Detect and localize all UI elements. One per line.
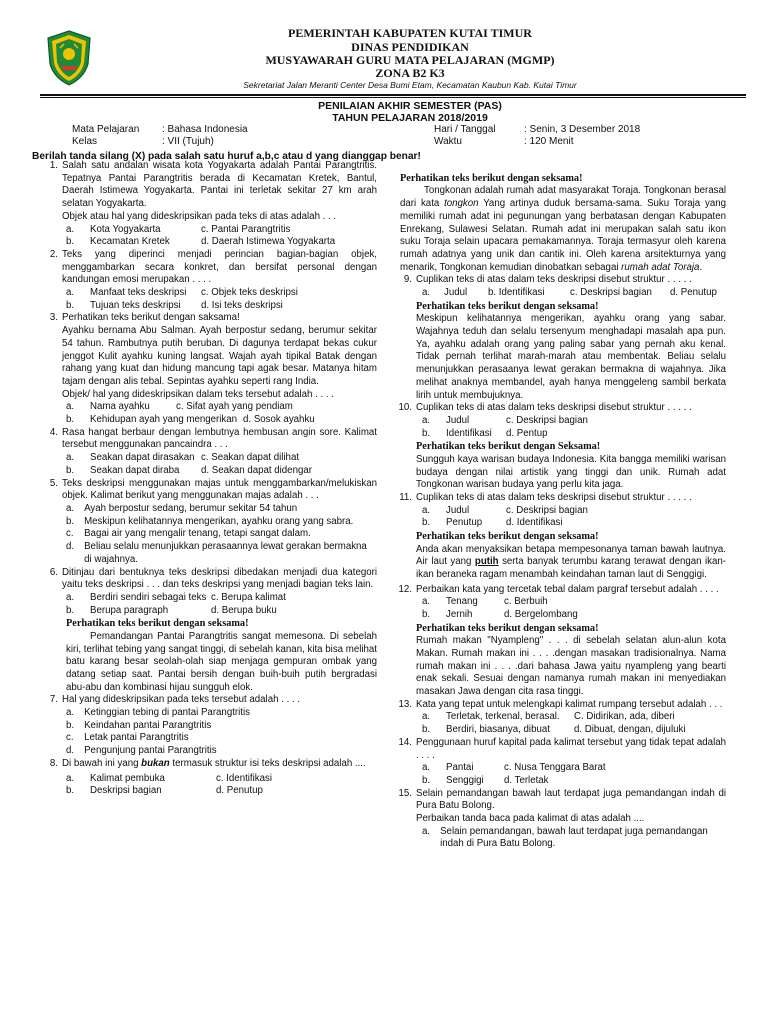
class-value: : VII (Tujuh) — [162, 136, 214, 147]
options-row — [40, 773, 377, 786]
options-row — [384, 775, 726, 788]
passage-block — [384, 300, 726, 402]
option-label: a. — [422, 504, 431, 516]
option-c[interactable]: Letak pantai Parangtritis — [84, 732, 189, 744]
option-d[interactable]: d. Sosok ayahku — [243, 414, 315, 426]
gov-name: PEMERINTAH KABUPATEN KUTAI TIMUR — [288, 26, 532, 40]
question-11 — [384, 492, 726, 505]
question-number: 5. — [49, 477, 58, 489]
option-d[interactable]: d. Terletak — [504, 774, 549, 786]
option-label: b. — [66, 785, 75, 797]
option-label: a. — [66, 502, 75, 514]
option-label: b. — [422, 774, 431, 786]
question-12 — [384, 584, 726, 597]
option-a[interactable]: Ayah berpostur sedang, berumur sekitar 54 tahun — [84, 502, 298, 514]
passage-text: Pemandangan Pantai Parangtritis sangat memesona. Di sebelah kiri, terlihat tebing yang sangat tinggi, di sebelah kanan, kita bisa melihat batu karang besar seolah-olah siap menjaga gempuran ombak yang datang setiap saat. Pantai bersih dengan buih-buih putih bergradasi abu-abu dan kombinasi hijau sungguh elok. — [66, 630, 377, 693]
question-number: 15. — [398, 787, 412, 799]
option-a[interactable]: Judul — [444, 287, 468, 299]
question-4 — [40, 427, 377, 452]
option-label: b. — [66, 414, 75, 426]
option-b[interactable]: Kecamatan Kretek — [90, 236, 170, 248]
question-number: 12. — [398, 583, 412, 595]
instruction: Berilah tanda silang (X) pada salah satu huruf a,b,c atau d yang dianggap benar! — [32, 151, 421, 162]
question-text: Perbaikan kata yang tercetak tebal dalam pargraf tersebut adalah . . . . — [416, 583, 719, 595]
exam-year: TAHUN PELAJARAN 2018/2019 — [332, 112, 488, 125]
question-number: 1. — [49, 160, 58, 171]
option-a[interactable]: Kota Yogyakarta — [90, 223, 161, 235]
exam-title: PENILAIAN AKHIR SEMESTER (PAS) — [318, 100, 502, 112]
option-c[interactable]: c. Berupa kalimat — [211, 591, 286, 603]
option-d[interactable]: d. Pentup — [506, 427, 548, 439]
option-label: b. — [66, 719, 75, 731]
question-15 — [384, 788, 726, 826]
passage-heading: Perhatikan teks berikut dengan seksama! — [400, 173, 583, 184]
option-label: b. — [66, 464, 75, 476]
passage-text: Sungguh kaya warisan budaya Indonesia. Kita bangga memiliki warisan budaya dengan nilai artistik yang tinggi dan unik. Rumah adat Tongkonan warisan budaya yang perlu kita jaga. — [416, 453, 726, 491]
exam-title-block — [160, 100, 660, 124]
options-row — [40, 236, 377, 249]
options-row — [384, 609, 726, 622]
question-text: Cuplikan teks di atas dalam teks deskripsi disebut struktur . . . . . — [416, 491, 692, 503]
option-d[interactable]: d. Penutup — [216, 785, 263, 797]
question-number: 2. — [49, 248, 58, 260]
letterhead — [0, 0, 768, 95]
time-label: Waktu — [434, 136, 462, 147]
question-number: 7. — [49, 694, 58, 706]
options-row — [40, 785, 377, 798]
option-c[interactable]: C. Didirikan, ada, diberi — [574, 711, 675, 723]
option-d[interactable]: d. Daerah Istimewa Yogyakarta — [201, 236, 336, 248]
class-label: Kelas — [72, 136, 98, 147]
question-text: Cuplikan teks di atas dalam teks deskripsi disebut struktur . . . . . — [416, 274, 692, 286]
option-a[interactable]: Selain pemandangan, bawah laut terdapat juga pemandangan indah di Pura Batu Bolong. — [440, 825, 708, 850]
question-3 — [40, 312, 377, 401]
question-text: Ditinjau dari bentuknya teks deskripsi dibedakan menjadi dua kategori yaitu teks deskripsi . . . dan teks deskripsi yang menjadi bagian teks lain. — [62, 566, 377, 591]
option-a[interactable]: Tenang — [446, 596, 478, 608]
option-d[interactable]: Beliau selalu menunjukkan perasaannya lewat gerakan bermakna di wajahnya. — [84, 541, 367, 565]
option-a[interactable]: Kalimat pembuka — [90, 772, 165, 784]
header-rule-thin — [40, 97, 746, 98]
option-a[interactable]: Nama ayahku — [90, 401, 150, 413]
option-c[interactable]: c. Deskripsi bagian — [570, 287, 652, 299]
option-label: c. — [66, 732, 74, 744]
option-b[interactable]: Berdiri, biasanya, dibuat — [446, 724, 550, 736]
emphasized-word: tongkon — [444, 198, 479, 210]
option-label: b. — [66, 515, 75, 527]
question-number: 11. — [399, 491, 412, 503]
option-label: b. — [422, 517, 431, 529]
option-d[interactable]: d. Dibuat, dengan, dijuluki — [574, 724, 686, 736]
question-number: 14. — [398, 736, 412, 748]
question-8 — [40, 758, 377, 771]
question-6 — [40, 567, 377, 592]
options-row — [40, 465, 377, 478]
passage-block — [40, 617, 377, 694]
question-text: Teks deskripsi menggunakan majas untuk menggambarkan/melukiskan objek. Kalimat berikut yang menggunakan majas adalah . . . — [62, 477, 377, 502]
options-row — [384, 428, 726, 441]
passage-heading: Perhatikan teks berikut dengan seksama! — [416, 622, 599, 634]
question-text: Teks yang diperinci menjadi perincian bagian-bagian objek, menggambarkan secara konkret, dan bersifat personal dengan kandungan emosi merupakan . . . . — [62, 248, 377, 286]
option-b[interactable]: Tujuan teks deskripsi — [90, 299, 181, 311]
question-intro: Perhatikan teks berikut dengan saksama! — [62, 312, 240, 324]
option-label: d. — [66, 541, 75, 553]
options-row — [384, 287, 726, 300]
passage-heading: Perhatikan teks berikut dengan seksama! — [66, 618, 249, 630]
passage-heading: Perhatikan teks berikut dengan seksama! — [416, 300, 599, 312]
option-c[interactable]: c. Berbuih — [504, 596, 548, 608]
zone-name: ZONA B2 K3 — [375, 66, 445, 80]
header-rule-thick — [40, 94, 746, 96]
question-1 — [40, 160, 377, 224]
option-b[interactable]: Identifikasi — [446, 427, 492, 439]
option-a[interactable]: Ketinggian tebing di pantai Parangtritis — [84, 707, 250, 719]
option-c[interactable]: c. Identifikasi — [216, 772, 272, 784]
question-9 — [384, 274, 726, 287]
question-text-part: Di bawah ini yang — [62, 757, 142, 769]
question-text-part: termasuk struktur isi teks deskripsi adalah .... — [169, 757, 366, 769]
option-label: a. — [422, 762, 431, 774]
question-5 — [40, 478, 377, 503]
option-b[interactable]: Deskripsi bagian — [90, 785, 162, 797]
option-b[interactable]: b. Identifikasi — [488, 287, 545, 299]
option-b[interactable]: Senggigi — [446, 774, 484, 786]
question-text: Selain pemandangan bawah laut terdapat juga pemandangan indah di Pura Batu Bolong. — [416, 787, 726, 812]
option-a[interactable]: Berdiri sendiri sebagai teks — [90, 591, 207, 603]
question-ask: Perbaikan tanda baca pada kalimat di atas adalah .... — [416, 813, 645, 825]
option-label: b. — [422, 724, 431, 736]
option-label: a. — [422, 414, 431, 426]
passage-text-part: Anda akan menyaksikan betapa mempesonanya taman bawah lautnya. Air laut yang — [416, 543, 726, 568]
passage-block — [384, 440, 726, 492]
question-number: 10. — [398, 402, 412, 414]
option-label: d. — [66, 745, 75, 757]
options-row — [40, 287, 377, 300]
option-b[interactable]: Kehidupan ayah yang mengerikan — [90, 414, 238, 426]
option-b[interactable]: Jernih — [446, 609, 473, 621]
question-2 — [40, 249, 377, 287]
option-d[interactable]: Pengunjung pantai Parangtritis — [84, 745, 217, 757]
options-row — [384, 415, 726, 428]
question-ask: Objek atau hal yang dideskripsikan pada teks di atas adalah . . . — [62, 210, 337, 222]
date-label: Hari / Tanggal — [434, 124, 496, 135]
passage-heading: Perhatikan teks berikut dengan Seksama! — [416, 441, 601, 453]
option-label: a. — [422, 711, 431, 723]
option-c[interactable]: c. Seakan dapat dilihat — [201, 452, 300, 464]
organization-name: MUSYAWARAH GURU MATA PELAJARAN (MGMP) — [265, 53, 555, 67]
passage-text-part: . — [699, 261, 703, 273]
bold-underlined-word: putih — [474, 556, 499, 568]
passage-text: Ayahku bernama Abu Salman. Ayah berpostur sedang, berumur sekitar 54 tahun. Rambutnya putih beruban. Di dagunya terdapat bekas cukur jenggot Kulit ayahku kuning langsat. Wajah ayah tipikal Batak dengan rahang yang kuat dan hidung mancung tapi agak besar. Matanya hitam tajam dengan alis tebal. Sepintas ayahku seperti rang India. — [62, 325, 377, 387]
question-text: Hal yang dideskripsikan pada teks tersebut adalah . . . . — [62, 694, 301, 706]
option-label: a. — [66, 591, 75, 603]
option-d[interactable]: d. Identifikasi — [506, 517, 563, 529]
question-10 — [384, 402, 726, 415]
question-text: Rasa hangat berbaur dengan lembutnya hembusan angin sore. Kalimat tersebut menggunakan pancaindra . . . — [62, 426, 377, 451]
passage-text — [416, 544, 726, 582]
question-13 — [384, 699, 726, 712]
options-row — [40, 401, 377, 414]
options-list — [384, 826, 726, 851]
question-14 — [384, 737, 726, 762]
option-b[interactable]: Seakan dapat diraba — [90, 464, 180, 476]
option-label: a. — [66, 452, 75, 464]
option-c[interactable]: c. Deskripsi bagian — [506, 414, 588, 426]
question-number: 3. — [49, 312, 58, 324]
option-b[interactable]: Berupa paragraph — [90, 604, 169, 616]
option-a[interactable]: Judul — [446, 414, 470, 426]
option-b[interactable]: Meskipun kelihatannya mengerikan, ayahku orang yang sabra. — [84, 515, 354, 527]
option-c[interactable]: c. Pantai Parangtritis — [201, 223, 291, 235]
option-a[interactable]: Pantai — [446, 762, 474, 774]
options-row — [384, 762, 726, 775]
subject-value: : Bahasa Indonesia — [162, 124, 248, 135]
passage-block — [384, 172, 726, 274]
question-number: 13. — [398, 698, 412, 710]
options-list — [40, 503, 377, 567]
kutai-timur-emblem-icon — [46, 30, 92, 86]
options-row — [40, 414, 377, 427]
passage-heading: Perhatikan teks berikut dengan seksama! — [416, 531, 599, 543]
time-value: : 120 Menit — [524, 136, 574, 147]
option-label: a. — [66, 401, 75, 413]
question-number: 4. — [49, 426, 58, 438]
options-row — [40, 452, 377, 465]
option-d[interactable]: d. Isi teks deskripsi — [201, 299, 283, 311]
option-label: c. — [66, 528, 74, 540]
left-column — [40, 160, 377, 798]
options-list — [40, 707, 377, 758]
option-label: b. — [66, 604, 75, 616]
passage-text: Rumah makan "Nyampleng" . . . di sebelah selatan alun-alun kota Makan. Rumah makan ini . . . .dengan masakan tradisionalnya. Nama rumah makan ini . . . .dari bahasa Jawa yaitu nyampleng yang bearti enak sekali. Sesuai dengan namanya rumah makan ini menyediakan masakan Jawa dengan cita rasa tinggi. — [416, 635, 726, 698]
option-c[interactable]: c. Objek teks deskripsi — [201, 287, 298, 299]
question-number: 6. — [49, 566, 58, 578]
option-c[interactable]: Bagai air yang mengalir tenang, tetapi sangat dalam. — [84, 528, 311, 540]
passage-text — [400, 185, 726, 274]
options-row — [40, 592, 377, 605]
options-row — [384, 505, 726, 518]
question-text: Kata yang tepat untuk melengkapi kalimat rumpang tersebut adalah . . . — [416, 698, 723, 710]
option-d[interactable]: d. Berupa buku — [211, 604, 277, 616]
option-label: b. — [422, 427, 431, 439]
option-a[interactable]: Judul — [446, 504, 470, 516]
question-number: 9. — [403, 274, 412, 286]
options-row — [384, 517, 726, 530]
question-number: 8. — [49, 757, 58, 769]
passage-text-part: serta banyak terumbu karang terawat dengan ikan-ikan beraneka ragam menambah keindahan taman laut di Senggigi. — [416, 556, 726, 580]
passage-block — [384, 622, 726, 699]
option-a[interactable]: Seakan dapat dirasakan — [90, 452, 195, 464]
option-a[interactable]: Terletak, terkenal, berasal. — [446, 711, 560, 723]
question-text: Salah satu andalan wisata kota Yogyakarta adalah Pantai Parangtritis. Tepatnya Pantai Parangtritis berada di Kecamatan Kretek, Bantul, Daerah Istimewa Yogyakarta. Pantai ini terletak sekitar 27 km arah selatan Yogyakarta. — [62, 160, 377, 210]
emphasized-word: bukan — [141, 757, 170, 769]
option-label: a. — [66, 772, 75, 784]
option-label: a. — [422, 596, 431, 608]
question-7 — [40, 694, 377, 707]
subject-label: Mata Pelajaran — [72, 124, 140, 135]
options-row — [384, 711, 726, 724]
secretariat-address: Sekretariat Jalan Meranti Center Desa Bumi Etam, Kecamatan Kaubun Kab. Kutai Timur — [243, 80, 577, 90]
question-ask: Objek/ hal yang dideskripsikan dalam teks tersebut adalah . . . . — [62, 388, 334, 400]
date-value: : Senin, 3 Desember 2018 — [524, 124, 641, 135]
right-column — [384, 172, 726, 851]
option-b[interactable]: Keindahan pantai Parangtritis — [84, 719, 212, 731]
option-a[interactable]: Manfaat teks deskripsi — [90, 287, 187, 299]
department-name: DINAS PENDIDIKAN — [351, 40, 469, 54]
option-label: b. — [422, 609, 431, 621]
options-row — [384, 596, 726, 609]
option-c[interactable]: c. Sifat ayah yang pendiam — [176, 401, 293, 413]
option-d[interactable]: d. Penutup — [670, 287, 717, 299]
options-row — [40, 605, 377, 618]
passage-block — [384, 530, 726, 582]
option-b[interactable]: Penutup — [446, 517, 483, 529]
option-label: a. — [66, 707, 75, 719]
option-c[interactable]: c. Nusa Tenggara Barat — [504, 762, 606, 774]
option-label: a. — [66, 223, 75, 235]
question-text: Cuplikan teks di atas dalam teks deskripsi disebut struktur . . . . . — [416, 402, 692, 414]
options-row — [40, 300, 377, 313]
option-label: a. — [66, 287, 75, 299]
option-d[interactable]: d. Bergelombang — [504, 609, 578, 621]
passage-text-part: Yang artinya duduk bersama-sama. Suku Toraja yang memiliki rumah adat ini pegunungan yang berbatasan dengan Kabupaten Enrekang, Sulawesi Selatan. Rumah adat ini merupakan salah satu ikon suku Toraja selain upacara pemakamannya. Toraja termasyur oleh karena rumah adatnya yang unik dan cantik ini. Oleh karena arsitekturnya yang menarik, Tongkonan kemudian dinobatkan sebagai — [400, 198, 726, 273]
question-text — [62, 758, 377, 771]
option-d[interactable]: d. Seakan dapat didengar — [201, 464, 312, 476]
option-label: b. — [66, 299, 75, 311]
option-label: a. — [422, 825, 431, 837]
options-row — [40, 224, 377, 237]
option-c[interactable]: c. Deskripsi bagian — [506, 504, 588, 516]
emphasized-word: rumah adat Toraja — [621, 261, 700, 273]
option-label: a. — [422, 287, 431, 299]
passage-text: Meskipun kelihatannya mengerikan, ayahku orang yang sabar. Wajahnya teduh dan selalu tersenyum menghadapi masalah apa pun. Ya, ayahku adalah orang yang paling sabar yang pernah aku kenal. Tidak pernah terlihat marah-marah atau membentak. Beliau selalu menunjukkan perasaanya lewat gerakan bermakna di wajahnya. Jika melihat anaknya membandel, ayah hanya menggeleng sambil berkata lirih untuk membujuknya. — [416, 313, 726, 401]
options-row — [384, 724, 726, 737]
option-label: b. — [66, 236, 75, 248]
passage-text-part: Tongkonan adalah rumah adat masyarakat Toraja. Tongkonan berasal dari kata — [400, 185, 726, 210]
question-text: Penggunaan huruf kapital pada kalimat tersebut yang tidak tepat adalah . . . . — [416, 736, 726, 761]
